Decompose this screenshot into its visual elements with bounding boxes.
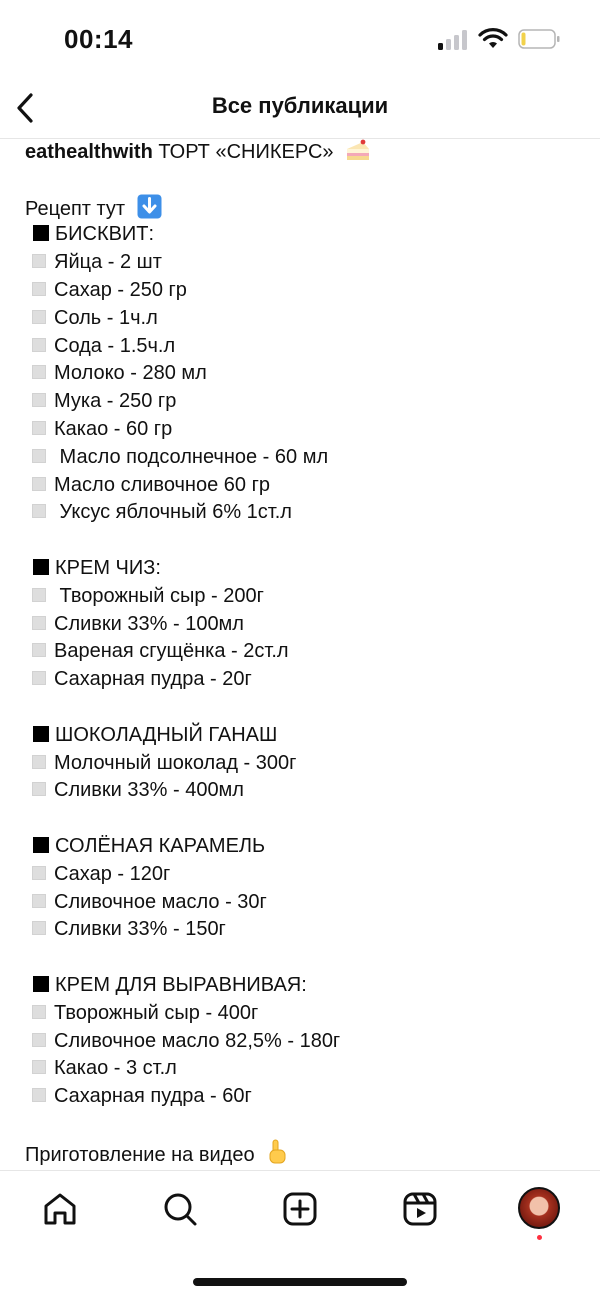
black-square-icon	[33, 225, 49, 241]
footer-line	[25, 1139, 585, 1167]
white-square-icon	[32, 755, 46, 769]
ingredient-text: Молочный шоколад - 300г	[54, 751, 297, 774]
home-tab[interactable]	[38, 1187, 82, 1231]
ingredient-text: Масло сливочное 60 гр	[54, 473, 270, 496]
section-heading	[25, 722, 585, 750]
pointing-up-hand-icon	[266, 1139, 288, 1168]
white-square-icon	[32, 894, 46, 908]
ingredient-item	[25, 1055, 585, 1083]
ingredient-text: Сливочное масло - 30г	[54, 890, 267, 913]
ingredient-item	[25, 1028, 585, 1056]
ingredient-text: Творожный сыр - 400г	[54, 1001, 259, 1024]
post-caption	[25, 138, 585, 1168]
ingredient-text: Сода - 1.5ч.л	[54, 334, 176, 357]
ingredient-text: Творожный сыр - 200г	[54, 584, 264, 607]
ingredient-item	[25, 444, 585, 472]
notification-dot	[537, 1235, 542, 1240]
section-heading	[25, 555, 585, 583]
cellular-signal-icon	[438, 30, 468, 50]
ingredient-item	[25, 333, 585, 361]
ingredient-text: Мука - 250 гр	[54, 390, 177, 413]
section-heading-text: СОЛЁНАЯ КАРАМЕЛЬ	[55, 834, 266, 857]
ingredient-item	[25, 305, 585, 333]
ingredient-text: Масло подсолнечное - 60 мл	[54, 445, 329, 468]
ingredient-item	[25, 249, 585, 277]
white-square-icon	[32, 449, 46, 463]
search-tab[interactable]	[158, 1187, 202, 1231]
create-post-icon	[282, 1191, 318, 1227]
ingredient-item	[25, 416, 585, 444]
ingredient-text: Молоко - 280 мл	[54, 362, 207, 385]
ingredient-text: Какао - 3 ст.л	[54, 1057, 177, 1080]
status-time: 00:14	[64, 24, 133, 54]
white-square-icon	[32, 421, 46, 435]
reels-tab[interactable]	[398, 1187, 442, 1231]
footer-text: Приготовление на видео	[25, 1143, 255, 1166]
username-link[interactable]: eathealthwith	[25, 141, 153, 163]
ingredient-item	[25, 889, 585, 917]
battery-icon	[518, 28, 560, 50]
ingredient-item	[25, 583, 585, 611]
ingredient-item	[25, 666, 585, 694]
section-heading-text: ШОКОЛАДНЫЙ ГАНАШ	[55, 723, 278, 746]
ingredient-text: Сливки 33% - 100мл	[54, 612, 244, 635]
white-square-icon	[32, 866, 46, 880]
ingredient-text: Какао - 60 гр	[54, 417, 173, 440]
section-heading	[25, 221, 585, 249]
search-icon	[162, 1191, 198, 1227]
section-heading-text: КРЕМ ДЛЯ ВЫРАВНИВАЯ:	[55, 973, 307, 996]
ingredient-item	[25, 277, 585, 305]
recipe-intro-line	[25, 194, 585, 222]
create-post-tab[interactable]	[278, 1187, 322, 1231]
ingredient-item	[25, 861, 585, 889]
ingredient-item	[25, 472, 585, 500]
ingredient-text: Сливочное масло 82,5% - 180г	[54, 1029, 341, 1052]
page-title: Все публикации	[211, 93, 389, 118]
ingredient-item	[25, 1083, 585, 1111]
wifi-icon	[478, 28, 508, 50]
ingredient-item	[25, 360, 585, 388]
ingredient-text: Сахарная пудра - 60г	[54, 1085, 252, 1108]
ingredient-text: Сахар - 250 гр	[54, 278, 187, 301]
section-heading-text: БИСКВИТ:	[55, 223, 155, 246]
ingredient-text: Сливки 33% - 400мл	[54, 779, 244, 802]
white-square-icon	[32, 921, 46, 935]
ingredient-text: Яйца - 2 шт	[54, 251, 162, 274]
home-icon	[42, 1191, 78, 1227]
cake-slice-icon	[345, 138, 371, 171]
white-square-icon	[32, 671, 46, 685]
white-square-icon	[32, 1005, 46, 1019]
white-square-icon	[32, 643, 46, 657]
caption-title-line	[25, 138, 585, 166]
section-heading-text: КРЕМ ЧИЗ:	[55, 556, 161, 579]
ingredient-text: Сахар - 120г	[54, 862, 171, 885]
status-bar	[0, 0, 600, 80]
ingredient-item	[25, 1000, 585, 1028]
ingredient-text: Вареная сгущёнка - 2ст.л	[54, 640, 289, 663]
ingredient-text: Сахарная пудра - 20г	[54, 668, 252, 691]
ingredient-item	[25, 777, 585, 805]
white-square-icon	[32, 393, 46, 407]
black-square-icon	[33, 726, 49, 742]
white-square-icon	[32, 365, 46, 379]
section-heading	[25, 972, 585, 1000]
white-square-icon	[32, 782, 46, 796]
ingredient-item	[25, 750, 585, 778]
white-square-icon	[32, 477, 46, 491]
black-square-icon	[33, 837, 49, 853]
white-square-icon	[32, 504, 46, 518]
black-square-icon	[33, 559, 49, 575]
ingredient-text: Соль - 1ч.л	[54, 306, 158, 329]
reels-icon	[402, 1191, 438, 1227]
white-square-icon	[32, 1088, 46, 1102]
black-square-icon	[33, 976, 49, 992]
ingredient-item	[25, 611, 585, 639]
post-title: ТОРТ «СНИКЕРС»	[158, 141, 334, 163]
white-square-icon	[32, 254, 46, 268]
ingredient-item	[25, 638, 585, 666]
white-square-icon	[32, 616, 46, 630]
white-square-icon	[32, 1033, 46, 1047]
white-square-icon	[32, 588, 46, 602]
ingredient-item	[25, 499, 585, 527]
home-indicator	[193, 1278, 407, 1286]
recipe-intro: Рецепт тут	[25, 197, 126, 220]
ingredient-item	[25, 388, 585, 416]
ingredient-text: Сливки 33% - 150г	[54, 918, 226, 941]
profile-avatar[interactable]	[518, 1187, 560, 1229]
recipe-sections	[25, 221, 585, 1138]
section-heading	[25, 833, 585, 861]
ingredient-item	[25, 916, 585, 944]
ingredient-text: Уксус яблочный 6% 1ст.л	[54, 501, 292, 524]
white-square-icon	[32, 310, 46, 324]
white-square-icon	[32, 1060, 46, 1074]
header-bar	[0, 80, 600, 139]
white-square-icon	[32, 282, 46, 296]
white-square-icon	[32, 338, 46, 352]
